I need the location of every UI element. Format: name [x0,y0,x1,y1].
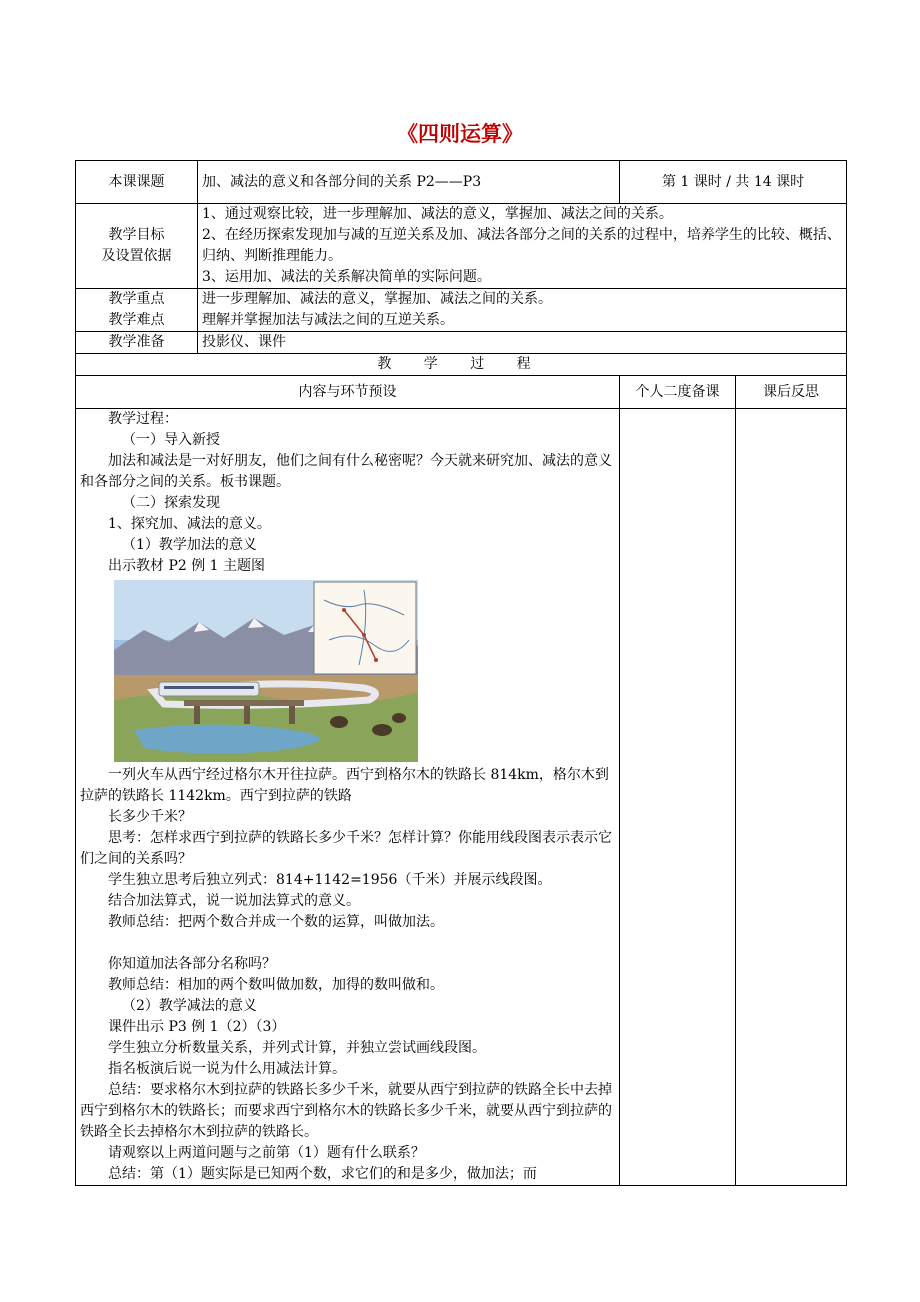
topic-value: 加、减法的意义和各部分间的关系 P2——P3 [198,161,620,204]
prep-label: 教学准备 [76,332,198,354]
key-difficulty-label: 教学重点 教学难点 [76,289,198,332]
lesson-content: 教学过程： （一）导入新授 加法和减法是一对好朋友，他们之间有什么秘密呢？今天就来研究加、减法的意义和各部分之间的关系。板书课题。 （二）探索发现 1、探究加、减法的意义。 （1）教学加法的意义 出示教材 P2 例 1 主题图 一列火车从西宁经过格尔木开往拉萨。西宁到格尔木的铁路长 814km，格尔木到拉萨的铁路长 1142km。西宁到拉萨的铁路 长多少千米？ 思考：怎样求西宁到拉萨的铁路长多少千米？怎样计算？你能用线段图表示表示它们之间的关系吗？ 学生独立思考后独立列式：814+1142=1956（千米）并展示线段图。 结合加法算式，说一说加法算式的意义。 教师总结：把两个数合并成一个数的运算，叫做加法。 你知道加法各部分名称吗？ 教师总结：相加的两个数叫做加数，加得的数叫做和。 （2）教学减法的意义 课件出示 P3 例 1（2）（3） 学生独立分析数量关系，并列式计算，并独立尝试画线段图。 指名板演后说一说为什么用减法计算。 总结：要求格尔木到拉萨的铁路长多少千米，就要从西宁到拉萨的铁路全长中去掉西宁到格尔木的铁路长；而要求西宁到格尔木的铁路长多少千米，就要从西宁到拉萨的铁路全长去掉格尔木到拉萨的铁路长。 请观察以上两道问题与之前第（1）题有什么联系？ 总结：第（1）题实际是已知两个数，求它们的和是多少，做加法；而 [76,409,620,1186]
goals-value [198,204,847,289]
blank-line [80,933,615,954]
col-reflection-header: 课后反思 [736,376,847,409]
goal-item: 2、在经历探索发现加与减的互逆关系及加、减法各部分之间的关系的过程中，培养学生的比较、概括、归纳、判断推理能力。 [202,227,841,264]
col-personal-header: 个人二度备课 [620,376,736,409]
process-header: 教 学 过 程 [76,354,847,376]
period-value: 第 1 课时 / 共 14 课时 [620,161,847,204]
page-title: 《四则运算》 [397,122,523,146]
lesson-plan-table [75,160,847,1186]
topic-label: 本课课题 [76,161,198,204]
col-content-header: 内容与环节预设 [76,376,620,409]
key-difficulty-value: 进一步理解加、减法的意义，掌握加、减法之间的关系。 理解并掌握加法与减法之间的互逆关系。 [198,289,847,332]
prep-value: 投影仪、课件 [198,332,847,354]
goal-item: 3、运用加、减法的关系解决简单的实际问题。 [202,269,491,285]
personal-notes-cell [620,409,736,1186]
goal-item: 1、通过观察比较，进一步理解加、减法的意义，掌握加、减法之间的关系。 [202,206,673,222]
reflection-cell [736,409,847,1186]
train-scene-illustration [114,580,418,762]
goals-label: 教学目标 及设置依据 [76,204,198,289]
